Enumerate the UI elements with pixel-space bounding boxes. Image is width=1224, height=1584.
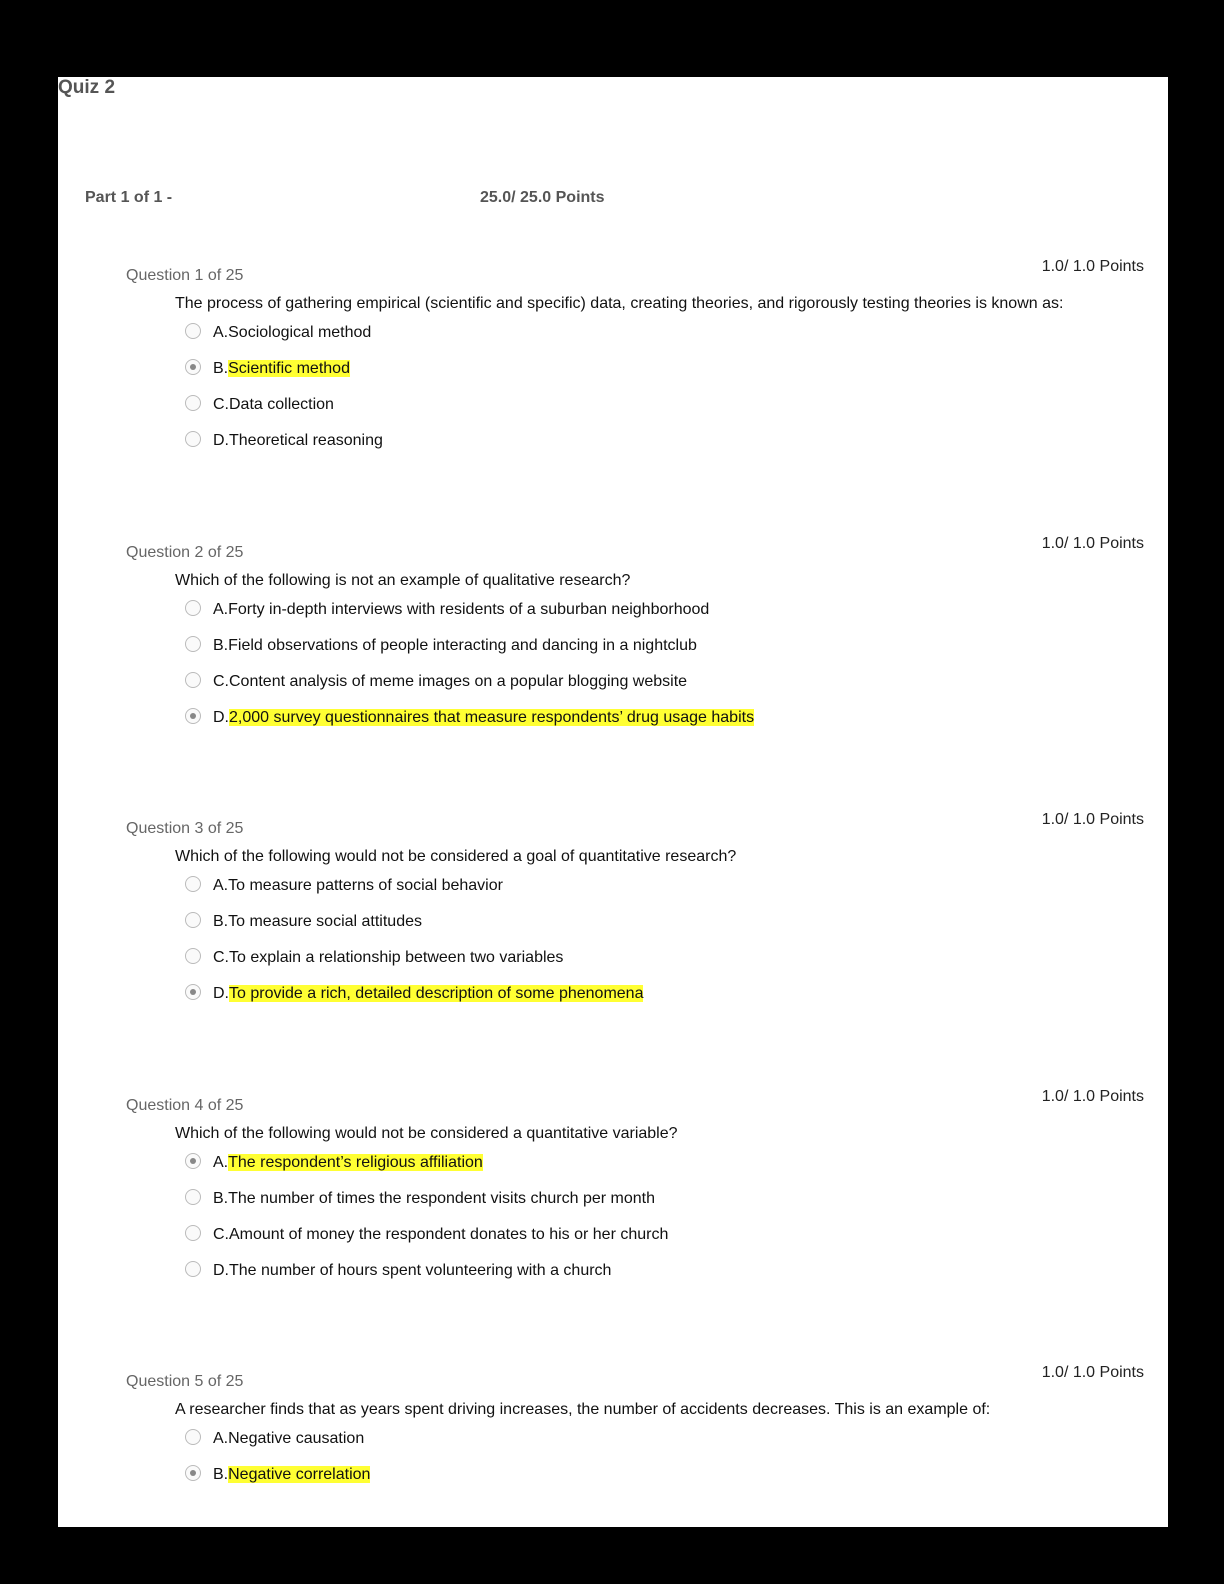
selected-answer-text: Negative correlation: [228, 1466, 371, 1483]
question-points: 1.0/ 1.0 Points: [1041, 534, 1144, 552]
answer-letter: A.: [213, 324, 229, 341]
question-text: Which of the following would not be considered a quantitative variable?: [175, 1124, 678, 1142]
answer-option-label: [213, 709, 754, 727]
answer-letter: A.: [213, 877, 229, 894]
selected-answer-text: To provide a rich, detailed description of some phenomena: [229, 985, 644, 1002]
radio-unselected-icon[interactable]: [185, 1261, 201, 1277]
quiz-page: [58, 77, 1168, 1527]
question-points: 1.0/ 1.0 Points: [1041, 1087, 1144, 1105]
answer-option-label: [213, 1262, 611, 1280]
radio-unselected-icon[interactable]: [185, 323, 201, 339]
answer-option-label: [213, 1190, 655, 1208]
quiz-title: Quiz 2: [58, 77, 116, 98]
answer-option-label: [213, 673, 687, 691]
radio-unselected-icon[interactable]: [185, 431, 201, 447]
answer-text: Content analysis of meme images on a popular blogging website: [229, 672, 688, 690]
question-number: Question 5 of 25: [126, 1373, 244, 1390]
answer-letter: A.: [213, 600, 229, 618]
radio-unselected-icon[interactable]: [185, 1429, 201, 1445]
question-points: 1.0/ 1.0 Points: [1041, 258, 1144, 275]
answer-letter: C.: [213, 396, 229, 413]
part-total-points: 25.0/ 25.0 Points: [480, 189, 605, 206]
answer-option-label: [213, 913, 422, 931]
question-5: [58, 1364, 1168, 1527]
answer-option-label: [213, 877, 503, 895]
question-3: [58, 811, 1168, 1071]
question-points: 1.0/ 1.0 Points: [1041, 1364, 1144, 1381]
question-2: [58, 535, 1168, 795]
question-text: Which of the following would not be considered a goal of quantitative research?: [175, 848, 737, 865]
selected-answer-text: Scientific method: [228, 360, 350, 377]
radio-unselected-icon[interactable]: [185, 600, 201, 616]
answer-letter: B.: [213, 913, 229, 930]
answer-option-label: [213, 1430, 364, 1448]
question-number: Question 4 of 25: [126, 1096, 244, 1114]
answer-option-label: [213, 637, 697, 655]
answer-letter: C.: [213, 672, 229, 690]
answer-letter: C.: [213, 1225, 229, 1243]
answer-text: Theoretical reasoning: [229, 432, 383, 449]
radio-selected-icon[interactable]: [185, 984, 201, 1000]
answer-letter: D.: [213, 432, 229, 449]
answer-option-label: [213, 396, 334, 414]
answer-letter: B.: [213, 1466, 229, 1483]
answer-letter: D.: [213, 985, 229, 1002]
answer-option-label: [213, 985, 643, 1003]
radio-unselected-icon[interactable]: [185, 672, 201, 688]
answer-text: Negative causation: [228, 1430, 365, 1447]
radio-selected-icon[interactable]: [185, 1153, 201, 1169]
radio-unselected-icon[interactable]: [185, 636, 201, 652]
answer-option-label: [213, 360, 350, 378]
answer-letter: A.: [213, 1430, 229, 1447]
question-1: [58, 258, 1168, 518]
answer-option-label: [213, 1466, 370, 1484]
answer-option-label: [213, 601, 709, 619]
answer-text: To measure social attitudes: [228, 913, 422, 930]
answer-letter: B.: [213, 1189, 229, 1207]
answer-letter: D.: [213, 1261, 229, 1279]
answer-text: Data collection: [229, 396, 334, 413]
answer-text: Sociological method: [228, 324, 372, 341]
answer-text: The number of times the respondent visits church per month: [228, 1189, 655, 1207]
answer-letter: D.: [213, 708, 229, 726]
answer-option-label: [213, 324, 371, 342]
selected-answer-text: The respondent’s religious affiliation: [228, 1153, 483, 1171]
answer-letter: C.: [213, 949, 229, 966]
answer-option-label: [213, 949, 563, 967]
answer-option-label: [213, 1154, 483, 1172]
answer-letter: B.: [213, 360, 229, 377]
question-number: Question 3 of 25: [126, 820, 244, 837]
part-label: Part 1 of 1 -: [85, 189, 173, 206]
radio-unselected-icon[interactable]: [185, 1225, 201, 1241]
radio-unselected-icon[interactable]: [185, 948, 201, 964]
answer-option-label: [213, 1226, 668, 1244]
question-number: Question 2 of 25: [126, 543, 244, 561]
question-text: A researcher finds that as years spent driving increases, the number of accidents decreases. This is an example of:: [175, 1401, 991, 1418]
radio-selected-icon[interactable]: [185, 359, 201, 375]
radio-unselected-icon[interactable]: [185, 395, 201, 411]
radio-unselected-icon[interactable]: [185, 912, 201, 928]
answer-text: To measure patterns of social behavior: [228, 877, 503, 894]
question-text: Which of the following is not an example of qualitative research?: [175, 571, 631, 589]
answer-letter: A.: [213, 1153, 229, 1171]
question-4: [58, 1088, 1168, 1348]
answer-text: The number of hours spent volunteering with a church: [229, 1261, 612, 1279]
answer-option-label: [213, 432, 383, 450]
question-number: Question 1 of 25: [126, 267, 244, 284]
answer-text: To explain a relationship between two variables: [229, 949, 564, 966]
question-text: The process of gathering empirical (scientific and specific) data, creating theories, and rigorously testing theories is known as:: [175, 295, 1064, 312]
radio-unselected-icon[interactable]: [185, 1189, 201, 1205]
radio-unselected-icon[interactable]: [185, 876, 201, 892]
radio-selected-icon[interactable]: [185, 1465, 201, 1481]
selected-answer-text: 2,000 survey questionnaires that measure respondents’ drug usage habits: [229, 708, 755, 726]
answer-text: Forty in-depth interviews with residents of a suburban neighborhood: [228, 600, 710, 618]
radio-selected-icon[interactable]: [185, 708, 201, 724]
answer-text: Field observations of people interacting and dancing in a nightclub: [228, 636, 697, 654]
answer-text: Amount of money the respondent donates to his or her church: [229, 1225, 669, 1243]
question-points: 1.0/ 1.0 Points: [1041, 811, 1144, 828]
answer-letter: B.: [213, 636, 229, 654]
